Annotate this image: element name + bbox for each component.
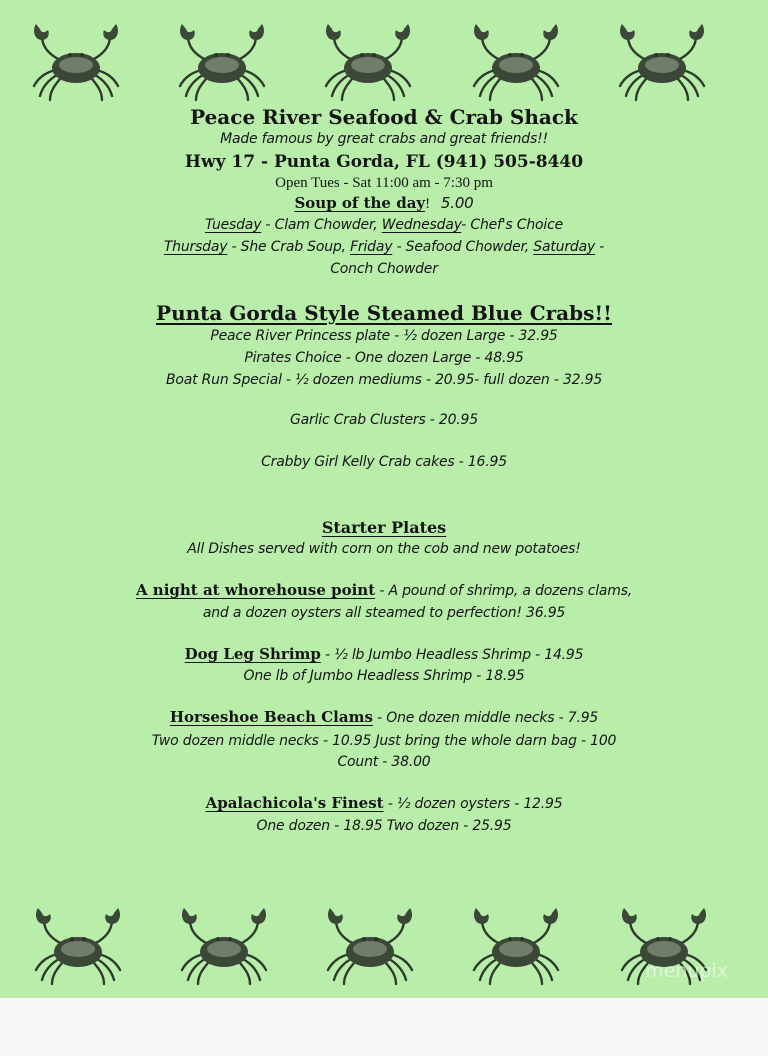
blue-crab-item: Peace River Princess plate - ½ dozen Large - 32.95 <box>210 328 558 344</box>
soup-line-2: Thursday - She Crab Soup, Friday - Seafood Chowder, Saturday - <box>163 239 605 255</box>
whorehouse-name: A night at whorehouse point <box>135 581 376 599</box>
crab-icon <box>26 20 126 102</box>
horseshoe-line-2: Two dozen middle necks - 10.95 Just bring the whole darn bag - 100 <box>151 733 617 749</box>
blue-crab-item: Crabby Girl Kelly Crab cakes - 16.95 <box>261 454 507 470</box>
horseshoe-line-1: Horseshoe Beach Clams - One dozen middle necks - 7.95 <box>169 708 599 726</box>
crab-icon <box>318 20 418 102</box>
horseshoe-line-3: Count - 38.00 <box>337 754 431 770</box>
dogleg-name: Dog Leg Shrimp <box>184 645 321 663</box>
starters-heading: Starter Plates <box>321 518 447 537</box>
apalachicola-line-2: One dozen - 18.95 Two dozen - 25.95 <box>256 818 512 834</box>
whorehouse-line-2: and a dozen oysters all steamed to perfection! 36.95 <box>202 605 566 621</box>
crab-icon <box>320 904 420 986</box>
blue-crab-item: Boat Run Special - ½ dozen mediums - 20.95- full dozen - 32.95 <box>165 372 603 388</box>
dogleg-line-2: One lb of Jumbo Headless Shrimp - 18.95 <box>243 668 525 684</box>
tagline: Made famous by great crabs and great friends!! <box>220 131 548 147</box>
crab-icon <box>172 20 272 102</box>
hours: Open Tues - Sat 11:00 am - 7:30 pm <box>275 175 493 191</box>
crab-icon <box>466 20 566 102</box>
soup-price: 5.00 <box>440 194 474 212</box>
horseshoe-name: Horseshoe Beach Clams <box>169 708 373 726</box>
address-phone: Hwy 17 - Punta Gorda, FL (941) 505-8440 <box>184 152 584 172</box>
blue-crab-item: Garlic Crab Clusters - 20.95 <box>290 412 478 428</box>
soup-line-3: Conch Chowder <box>330 261 438 277</box>
blue-crabs-heading: Punta Gorda Style Steamed Blue Crabs!! <box>156 301 612 325</box>
top-crab-border <box>0 18 768 108</box>
soup-line-1: Tuesday - Clam Chowder, Wednesday- Chef's Choice <box>205 217 563 233</box>
crab-icon <box>28 904 128 986</box>
watermark: menupix <box>645 960 728 982</box>
whorehouse-line-1: A night at whorehouse point - A pound of shrimp, a dozens clams, <box>135 581 633 599</box>
crab-icon <box>612 20 712 102</box>
restaurant-title: Peace River Seafood & Crab Shack <box>190 105 578 129</box>
starters-note: All Dishes served with corn on the cob and new potatoes! <box>187 541 581 557</box>
crab-icon <box>466 904 566 986</box>
apalachicola-name: Apalachicola's Finest <box>205 794 384 812</box>
dogleg-line-1: Dog Leg Shrimp - ½ lb Jumbo Headless Shrimp - 14.95 <box>184 645 584 663</box>
apalachicola-line-1: Apalachicola's Finest - ½ dozen oysters - 12.95 <box>205 794 563 812</box>
blue-crab-item: Pirates Choice - One dozen Large - 48.95 <box>244 350 524 366</box>
soup-heading-line: Soup of the day! 5.00 <box>294 194 474 212</box>
soup-heading: Soup of the day <box>294 194 426 212</box>
crab-icon <box>174 904 274 986</box>
